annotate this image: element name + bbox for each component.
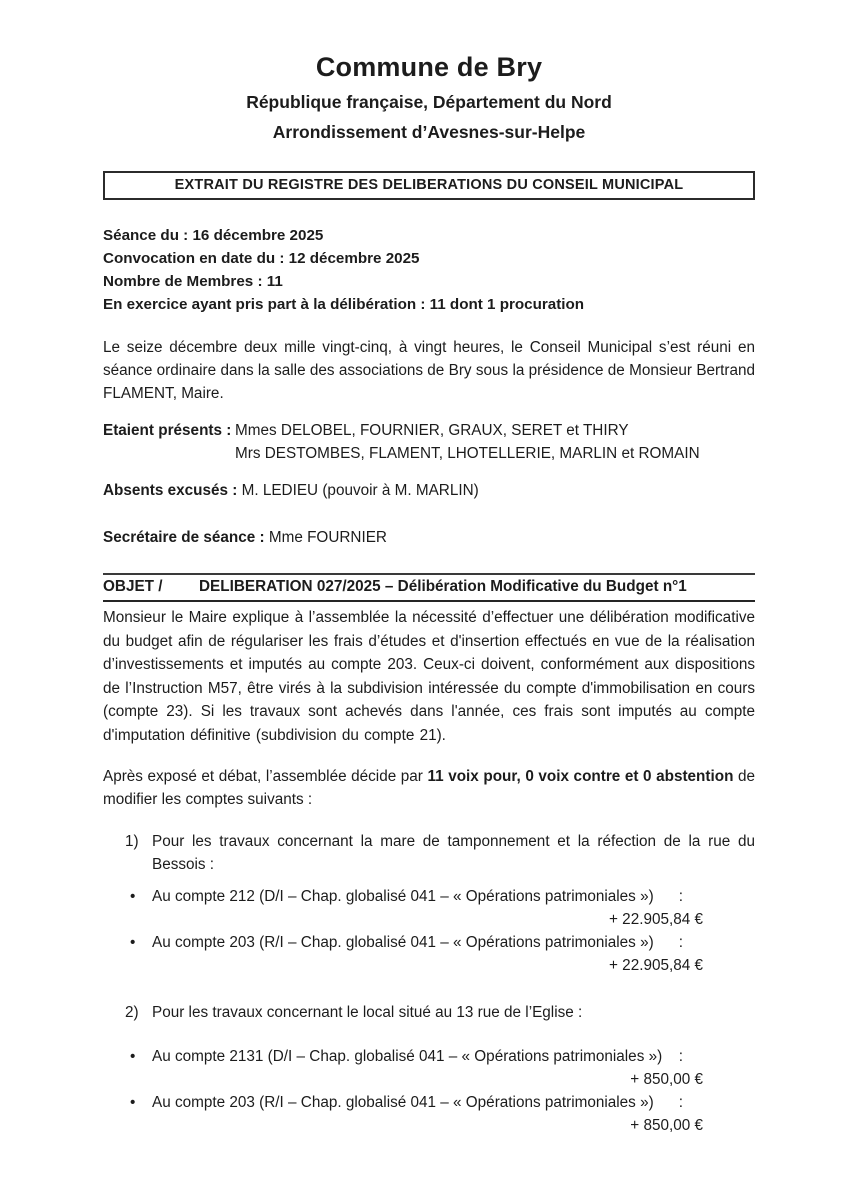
republique-subtitle: République française, Département du Nord	[246, 92, 612, 112]
item-1-heading	[103, 830, 755, 876]
secretaire-value: Mme FOURNIER	[264, 529, 387, 546]
bullet-icon: •	[130, 933, 136, 951]
bullet-icon: •	[130, 887, 136, 905]
convocation-date-line: Convocation en date du : 12 décembre 2025	[103, 250, 420, 267]
item-1-entries	[103, 885, 755, 977]
account-entry-colon: :	[678, 1047, 683, 1065]
item-1-number: 1)	[125, 832, 139, 850]
account-entry-text: Au compte 2131 (D/I – Chap. globalisé 041 – « Opérations patrimoniales »)	[152, 1047, 663, 1065]
bullet-icon: •	[130, 1047, 136, 1065]
account-entry	[103, 1045, 755, 1091]
account-entry	[103, 1091, 755, 1137]
account-entry-amount: + 850,00 €	[630, 1070, 703, 1088]
absents-line	[103, 479, 755, 502]
account-entry-amount: + 22.905,84 €	[609, 910, 703, 928]
decision-text-after: de modifier les comptes suivants :	[103, 767, 756, 808]
membres-count-line: Nombre de Membres : 11	[103, 273, 283, 290]
account-entry	[103, 931, 755, 977]
presents-block	[103, 419, 755, 465]
bullet-icon: •	[130, 1093, 136, 1111]
item-1-text: Pour les travaux concernant la mare de tamponnement et la réfection de la rue du Bessois :	[152, 832, 755, 873]
account-entry	[103, 885, 755, 931]
account-entry-text: Au compte 203 (R/I – Chap. globalisé 041 – « Opérations patrimoniales »)	[152, 1093, 654, 1111]
account-entry-colon: :	[678, 887, 683, 905]
account-entry-text: Au compte 203 (R/I – Chap. globalisé 041 – « Opérations patrimoniales »)	[152, 933, 654, 951]
body-paragraph: Monsieur le Maire explique à l’assemblée la nécessité d’effectuer une délibération modificative du budget afin de régulariser les frais d’études et d'insertion effectués en vue de la réalisation d’investissements et imputés au compte 203. Ceux-ci doivent, conformément aux dispositions de l’Instruction M57, être virés à la subdivision intéressée du compte d'immobilisation en cours (compte 23). Si les travaux sont achevés dans l'année, ces frais sont imputés au compte d'imputation définitive (subdivision du compte 21).	[103, 609, 755, 744]
presents-label: Etaient présents :	[103, 422, 232, 439]
session-meta	[103, 224, 755, 316]
objet-title: DELIBERATION 027/2025 – Délibération Modificative du Budget n°1	[199, 578, 687, 595]
decision-vote-result: 11 voix pour, 0 voix contre et 0 abstention	[427, 767, 734, 785]
objet-heading	[103, 573, 755, 602]
account-entry-amount: + 850,00 €	[630, 1116, 703, 1134]
presents-names-line1: Mmes DELOBEL, FOURNIER, GRAUX, SERET et THIRY	[235, 422, 629, 439]
item-2-heading	[103, 1001, 755, 1024]
decision-paragraph	[103, 765, 755, 811]
account-entry-amount: + 22.905,84 €	[609, 956, 703, 974]
commune-title: Commune de Bry	[315, 52, 543, 82]
presents-names	[235, 419, 700, 465]
exercice-line: En exercice ayant pris part à la délibération : 11 dont 1 procuration	[103, 296, 585, 313]
presents-names-line2: Mrs DESTOMBES, FLAMENT, LHOTELLERIE, MARLIN et ROMAIN	[235, 445, 700, 462]
intro-paragraph: Le seize décembre deux mille vingt-cinq, à vingt heures, le Conseil Municipal s’est réuni en séance ordinaire dans la salle des associations de Bry sous la présidence de Monsieur Bertrand FLAMENT, Maire.	[103, 339, 755, 402]
objet-prefix: OBJET /	[103, 578, 163, 595]
item-2-text: Pour les travaux concernant le local situé au 13 rue de l’Eglise :	[152, 1003, 583, 1021]
item-2-entries	[103, 1045, 755, 1137]
seance-date-line: Séance du : 16 décembre 2025	[103, 227, 324, 244]
absents-label: Absents excusés :	[103, 482, 238, 499]
item-2-number: 2)	[125, 1003, 139, 1021]
document-content	[0, 52, 850, 1137]
extrait-banner-box	[103, 171, 755, 200]
absents-value: M. LEDIEU (pouvoir à M. MARLIN)	[237, 482, 479, 499]
account-entry-colon: :	[678, 933, 683, 951]
secretaire-label: Secrétaire de séance :	[103, 529, 265, 546]
account-entry-colon: :	[678, 1093, 683, 1111]
secretaire-line	[103, 526, 755, 549]
account-entry-text: Au compte 212 (D/I – Chap. globalisé 041 – « Opérations patrimoniales »)	[152, 887, 654, 905]
decision-text-before: Après exposé et débat, l’assemblée décide par	[103, 767, 428, 785]
arrondissement-subtitle: Arrondissement d’Avesnes-sur-Helpe	[272, 122, 586, 142]
document-header	[103, 52, 755, 143]
extrait-banner-text: EXTRAIT DU REGISTRE DES DELIBERATIONS DU CONSEIL MUNICIPAL	[174, 177, 684, 193]
